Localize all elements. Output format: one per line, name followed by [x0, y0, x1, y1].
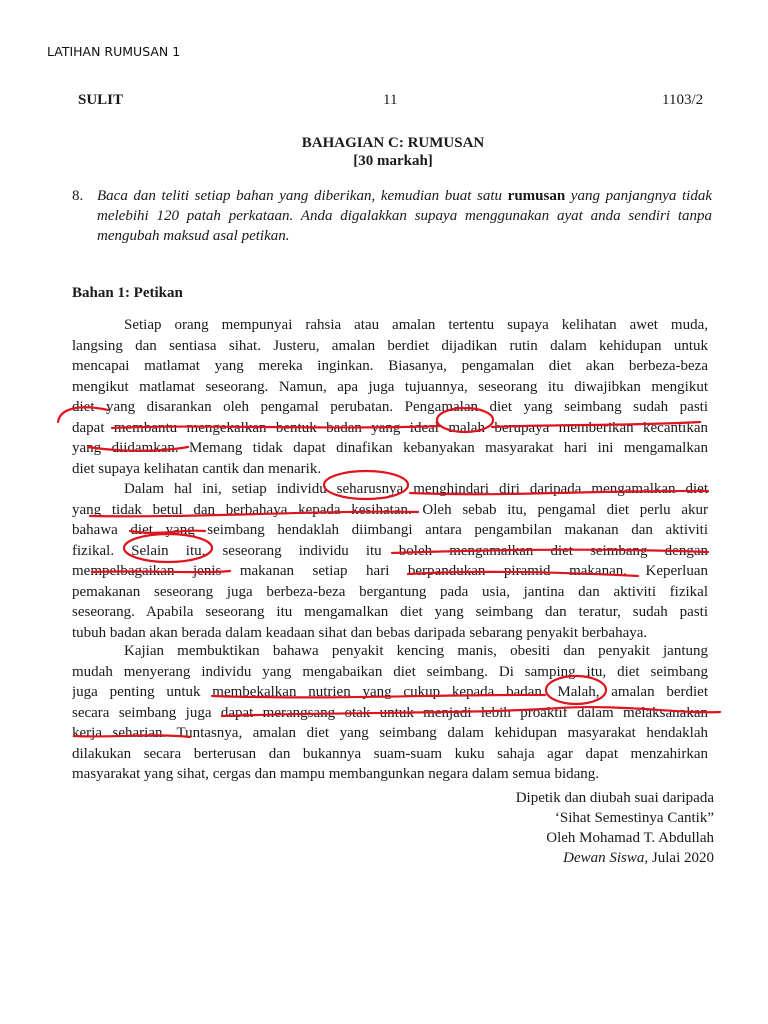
header-paper-code: 1103/2	[662, 92, 704, 108]
question-instruction	[97, 186, 712, 246]
credit-line-3: Oleh Mohamad T. Abdullah	[546, 830, 714, 846]
paragraph-line: mencapai matlamat yang mereka inginkan. Biasanya, pengamalan diet akan berbeza-beza	[72, 358, 708, 374]
credit-line-1: Dipetik dan diubah suai daripada	[515, 790, 714, 806]
paragraph-line: pemakanan seseorang juga berbeza-beza bergantung pada usia, jantina dan aktiviti fizikal	[72, 583, 708, 600]
question-text-before: Baca dan teliti setiap bahan yang diberikan, kemudian buat satu	[97, 188, 508, 204]
paragraph-line: fizikal. Selain itu, seseorang individu itu boleh mengamalkan diet seimbang dengan	[72, 542, 708, 559]
paragraph-line: tubuh badan akan berada dalam keadaan sihat dan bebas daripada sebarang penyakit berbahaya.	[72, 624, 648, 641]
paragraph-line: juga penting untuk membekalkan nutrien yang cukup kepada badan. Malah, amalan berdiet	[72, 684, 708, 700]
paragraph-line: Setiap orang mempunyai rahsia atau amalan tertentu supaya kelihatan awet muda,	[124, 317, 708, 333]
paragraph-line: yang diidamkan. Memang tidak dapat dinafikan kebanyakan masyarakat hari ini mengamalkan	[72, 440, 708, 456]
paragraph-line: seseorang. Apabila seseorang itu mengamalkan diet yang seimbang dan teratur, sudah pasti	[72, 604, 708, 620]
paragraph-line: Dalam hal ini, setiap individu seharusnya menghindari diri daripada mengamalkan diet	[124, 481, 708, 497]
paragraph-line: Kajian membuktikan bahawa penyakit kencing manis, obesiti dan penyakit jantung	[124, 643, 708, 659]
paragraph-line: secara seimbang juga dapat merangsang otak untuk menjadi lebih proaktif dalam melaksanakan	[72, 704, 708, 721]
section-marks: [30 markah]	[353, 153, 433, 169]
paragraph-line: kerja seharian. Tuntasnya, amalan diet yang seimbang dalam kehidupan masyarakat hendaklah	[72, 725, 708, 741]
paragraph-line: mempelbagaikan jenis makanan setiap hari berpandukan piramid makanan. Keperluan	[72, 563, 708, 579]
credit-line-2: ‘Sihat Semestinya Cantik”	[554, 810, 714, 826]
paragraph-line: dapat membantu mengekalkan bentuk badan yang ideal malah berupaya memberikan kecantikan	[72, 419, 708, 436]
paragraph-line: diet yang disarankan oleh pengamal perubatan. Pengamalan diet yang seimbang sudah pasti	[72, 399, 708, 415]
document-label: LATIHAN RUMUSAN 1	[47, 44, 181, 59]
bahan-title: Bahan 1: Petikan	[72, 285, 183, 301]
paragraph-line: dilakukan secara berterusan dan bukannya suam-suam kuku sahaja agar dapat menzahirkan	[72, 745, 708, 762]
paragraph-line: bahawa diet yang seimbang hendaklah diimbangi antara pengambilan makanan dan aktiviti	[72, 522, 708, 538]
section-title: BAHAGIAN C: RUMUSAN	[301, 135, 485, 151]
question-keyword: rumusan	[507, 188, 566, 204]
header-sulit: SULIT	[78, 92, 124, 108]
paragraph-line: yang tidak betul dan berbahaya kepada kesihatan. Oleh sebab itu, pengamal diet perlu akur	[72, 501, 708, 518]
paragraph-line: langsing dan sentiasa sihat. Justeru, amalan berdiet dijadikan rutin dalam kehidupan untuk	[72, 337, 708, 354]
credit-line-4	[516, 848, 714, 868]
header-page-number: 11	[383, 92, 398, 108]
question-text-after: yang panjangnya tidak melebihi 120 patah perkataan. Anda digalakkan supaya menggunakan ayat anda sendiri tanpa mengubah maksud asal petikan.	[97, 188, 712, 244]
question-number: 8.	[72, 188, 84, 204]
paragraph-line: diet supaya kelihatan cantik dan menarik.	[72, 460, 322, 477]
credit-publication: Dewan Siswa	[563, 850, 645, 866]
source-credit	[516, 788, 714, 868]
paragraph-2	[72, 479, 708, 643]
paragraph-line: mengikut matlamat seseorang. Namun, apa juga tujuannya, seseorang itu diwajibkan mengikut	[72, 378, 708, 395]
paragraph-3	[72, 641, 708, 785]
paragraph-line: masyarakat yang sihat, cergas dan mampu membangunkan negara dalam semua bidang.	[72, 766, 600, 782]
section-heading	[78, 134, 708, 170]
credit-date: , Julai 2020	[644, 850, 714, 866]
paragraph-line: mudah menyerang individu yang mengabaikan diet seimbang. Di samping itu, diet seimbang	[72, 663, 708, 680]
paragraph-1	[72, 315, 708, 479]
